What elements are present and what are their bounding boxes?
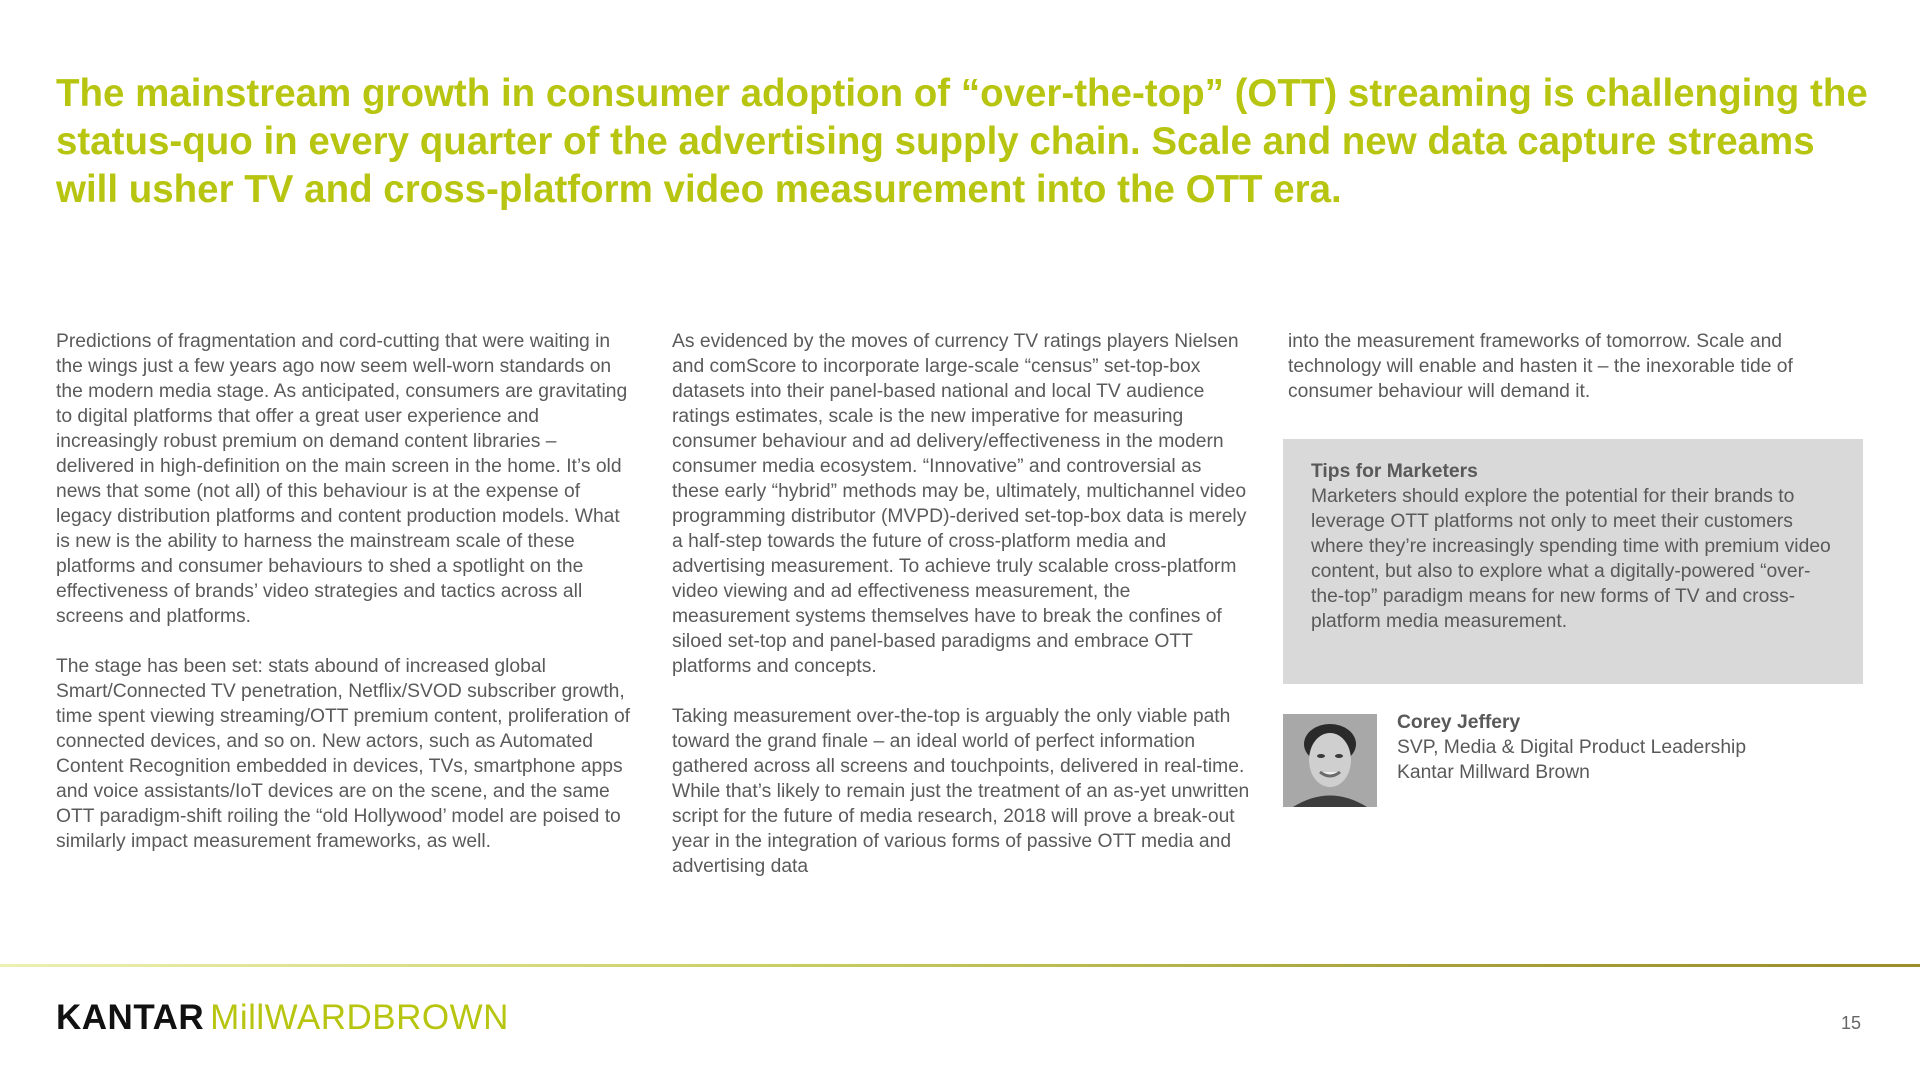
page-headline: The mainstream growth in consumer adoption of “over-the-top” (OTT) streaming is challenging the status-quo in every quarter of the advertising supply chain. Scale and new data capture streams will usher TV and cross-platform video measurement into the OTT era. [56,72,1868,211]
author-photo [1283,714,1377,807]
body-paragraph: The stage has been set: stats abound of increased global Smart/Connected TV penetration, Netflix/SVOD subscriber growth, time spent viewing streaming/OTT premium content, proliferation of connected devices, and so on. New actors, such as Automated Content Recognition embedded in devices, TVs, smartphone apps and voice assistants/IoT devices are on the scene, and the same OTT paradigm-shift roiling the “old Hollywood’ model are poised to similarly impact measurement frameworks, as well. [56,656,631,852]
author-company: Kantar Millward Brown [1397,762,1590,783]
logo-kantar-text: KANTAR [56,998,205,1037]
body-column-1 [56,329,636,879]
footer-divider [0,964,1920,967]
page-number: 15 [1840,1013,1861,1033]
logo-millwardbrown-text: MillWARDBROWN [210,998,509,1037]
tips-for-marketers-box [1283,439,1863,684]
body-paragraph: Predictions of fragmentation and cord-cutting that were waiting in the wings just a few years ago now seem well-worn standards on the modern media stage. As anticipated, consumers are gravitating to digital platforms that offer a great user experience and increasingly robust premium on demand content libraries – delivered in high-definition on the main screen in the home. It’s old news that some (not all) of this behaviour is at the expense of legacy distribution platforms and content production models. What is new is the ability to harness the mainstream scale of these platforms and consumer behaviours to shed a spotlight on the effectiveness of brands’ video strategies and tactics across all screens and platforms. [56,331,628,627]
body-paragraph: Taking measurement over-the-top is arguably the only viable path toward the grand finale – an ideal world of perfect information gathered across all screens and touchpoints, delivered in real-time. While that’s likely to remain just the treatment of an as-yet unwritten script for the future of media research, 2018 will prove a break-out year in the integration of various forms of passive OTT media and advertising data [672,706,1250,877]
author-name: Corey Jeffery [1397,712,1521,733]
kantar-millward-brown-logo [56,996,509,1040]
author-title: SVP, Media & Digital Product Leadership [1397,737,1747,758]
body-column-3 [1288,329,1868,429]
tips-text: Marketers should explore the potential for their brands to leverage OTT platforms not only to meet their customers where they’re increasingly spending time with premium video content, but also to explore what a digitally-powered “over-the-top” paradigm means for new forms of TV and cross-platform media measurement. [1311,486,1831,632]
body-column-2 [672,329,1252,904]
portrait-image [1283,714,1377,807]
body-paragraph: into the measurement frameworks of tomorrow. Scale and technology will enable and hasten it – the inexorable tide of consumer behaviour will demand it. [1288,331,1793,402]
author-info [1397,710,1746,785]
tips-title: Tips for Marketers [1311,461,1478,482]
body-paragraph: As evidenced by the moves of currency TV ratings players Nielsen and comScore to incorporate large-scale “census” set-top-box datasets into their panel-based national and local TV audience ratings estimates, scale is the new imperative for measuring consumer behaviour and ad delivery/effectiveness in the modern consumer media ecosystem. “Innovative” and controversial as these early “hybrid” methods may be, ultimately, multichannel video programming distributor (MVPD)-derived set-top-box data is merely a half-step towards the future of cross-platform media and advertising measurement. To achieve truly scalable cross-platform video viewing and ad effectiveness measurement, the measurement systems themselves have to break the confines of siloed set-top and panel-based paradigms and embrace OTT platforms and concepts. [672,331,1247,677]
